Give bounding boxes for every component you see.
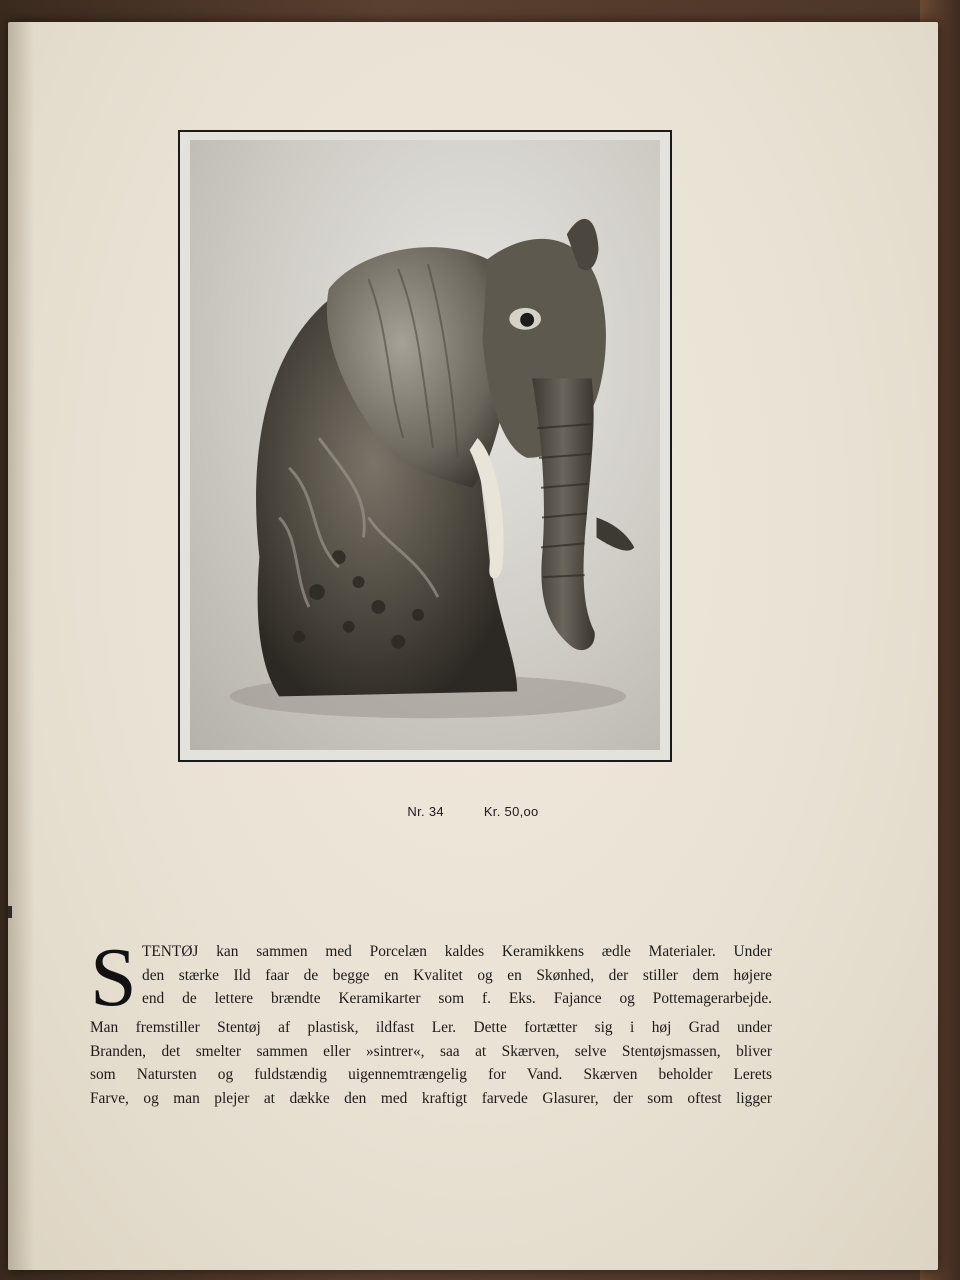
text-line: Branden, det smelter sammen eller »sintrer«, saa at Skærven, selve Stentøjsmassen, bliver: [90, 1042, 772, 1060]
text-line: som Natursten og fuldstændig uigennemtrængelig for Vand. Skærven beholder Lerets: [90, 1066, 772, 1084]
book-page: [8, 22, 938, 1270]
plate-frame: [178, 130, 672, 762]
page-gutter-shadow: [8, 22, 34, 1270]
text-line: Man fremstiller Stentøj af plastisk, ildfast Ler. Dette fortætter sig i høj Grad under: [90, 1019, 772, 1036]
text-line: Farve, og man plejer at dække den med kraftigt farvede Glasurer, der som oftest ligger: [90, 1089, 772, 1107]
text-line: end de lettere brændte Keramikarter som f. Eks. Fajance og Pottemagerarbejde.: [142, 990, 772, 1008]
elephant-figure-photo: [190, 140, 660, 750]
body-paragraph: [90, 931, 772, 1110]
item-price: Kr. 50,oo: [483, 804, 539, 819]
drop-cap: S: [90, 931, 137, 1024]
text-line: TENTØJ kan sammen med Porcelæn kaldes Keramikkens ædle Materialer. Under: [142, 943, 772, 960]
elephant-figure-illustration: [190, 140, 660, 750]
plate-caption: [8, 804, 938, 819]
page-edge-mark: [8, 906, 12, 918]
text-line: den stærke Ild faar de begge en Kvalitet og en Skønhed, der stiller dem højere: [142, 966, 772, 984]
item-number: Nr. 34: [407, 804, 444, 819]
